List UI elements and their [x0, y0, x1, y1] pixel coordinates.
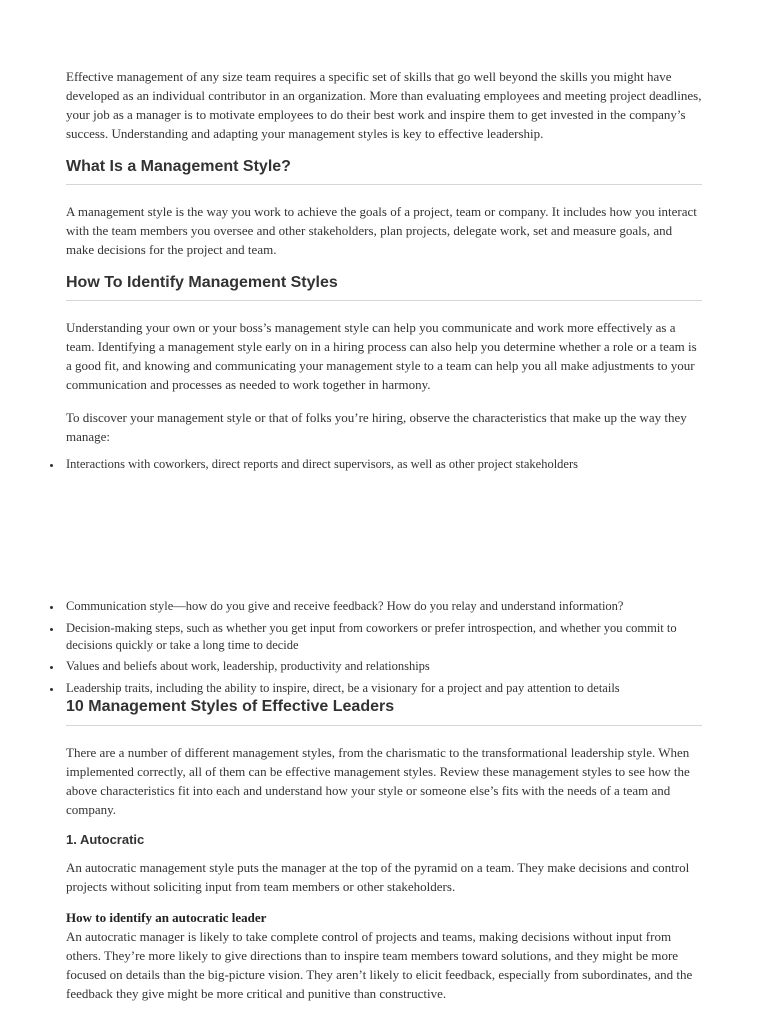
- paragraph-ten-management-styles: There are a number of different management styles, from the charismatic to the transformational leadership style. When implemented correctly, all of them can be effective management styles. Review these management styles to see how the above characteristics fit into each and understand how your style or someone else’s fits with the needs of a team and company.: [66, 745, 690, 817]
- article: [66, 0, 702, 1003]
- paragraph-what-is-management-style: A management style is the way you work to achieve the goals of a project, team or company. It includes how you interact with the team members you oversee and other stakeholders, plan projects, delegate work, set and measure goals, and make decisions for the project and team.: [66, 204, 697, 257]
- section-divider: [66, 725, 702, 726]
- list-item: Decision-making steps, such as whether you get input from coworkers or prefer introspection, and whether you commit to decisions quickly or take a long time to decide: [66, 620, 702, 654]
- intro-paragraph: Effective management of any size team requires a specific set of skills that go well beyond the skills you might have developed as an individual contributor in an organization. More than evaluating employees and meeting project deadlines, your job as a manager is to motivate employees to do their best work and inspire them to get invested in the company’s success. Understanding and adapting your management styles is key to effective leadership.: [66, 69, 702, 141]
- paragraph-identify-2: To discover your management style or that of folks you’re hiring, observe the characteristics that make up the way they manage:: [66, 410, 687, 444]
- section-divider: [66, 300, 702, 301]
- paragraph-autocratic: An autocratic management style puts the manager at the top of the pyramid on a team. They make decisions and control projects without soliciting input from team members or other stakeholders.: [66, 860, 690, 894]
- heading-what-is-management-style: What Is a Management Style?: [66, 158, 291, 175]
- list-item: Communication style—how do you give and receive feedback? How do you relay and understand information?: [66, 598, 702, 615]
- list-item: Values and beliefs about work, leadership, productivity and relationships: [66, 658, 702, 675]
- paragraph-identify-autocratic: An autocratic manager is likely to take complete control of projects and teams, making decisions without input from others. They’re more likely to give directions than to inspire team members toward solutions, and they might be more focused on details than the big-picture vision. They aren’t likely to elicit feedback, especially from subordinates, and the feedback they give might be more critical and punitive than constructive.: [66, 929, 693, 1001]
- list-item: Leadership traits, including the ability to inspire, direct, be a visionary for a project and pay attention to details: [66, 680, 702, 697]
- heading-how-to-identify: How To Identify Management Styles: [66, 274, 338, 291]
- heading-autocratic: 1. Autocratic: [66, 832, 145, 847]
- subheading-identify-autocratic: How to identify an autocratic leader: [66, 910, 267, 925]
- characteristics-list: [66, 456, 702, 697]
- list-item: Interactions with coworkers, direct reports and direct supervisors, as well as other project stakeholders: [66, 456, 702, 473]
- heading-ten-management-styles: 10 Management Styles of Effective Leaders: [66, 698, 395, 715]
- section-divider: [66, 184, 702, 185]
- paragraph-identify-1: Understanding your own or your boss’s management style can help you communicate and work more effectively as a team. Identifying a management style early on in a hiring process can also help you determine whether a role or a team is a good fit, and knowing and communicating your management style to a team can help you all make adjustments to your communication and processes as needed to work together in harmony.: [66, 320, 697, 392]
